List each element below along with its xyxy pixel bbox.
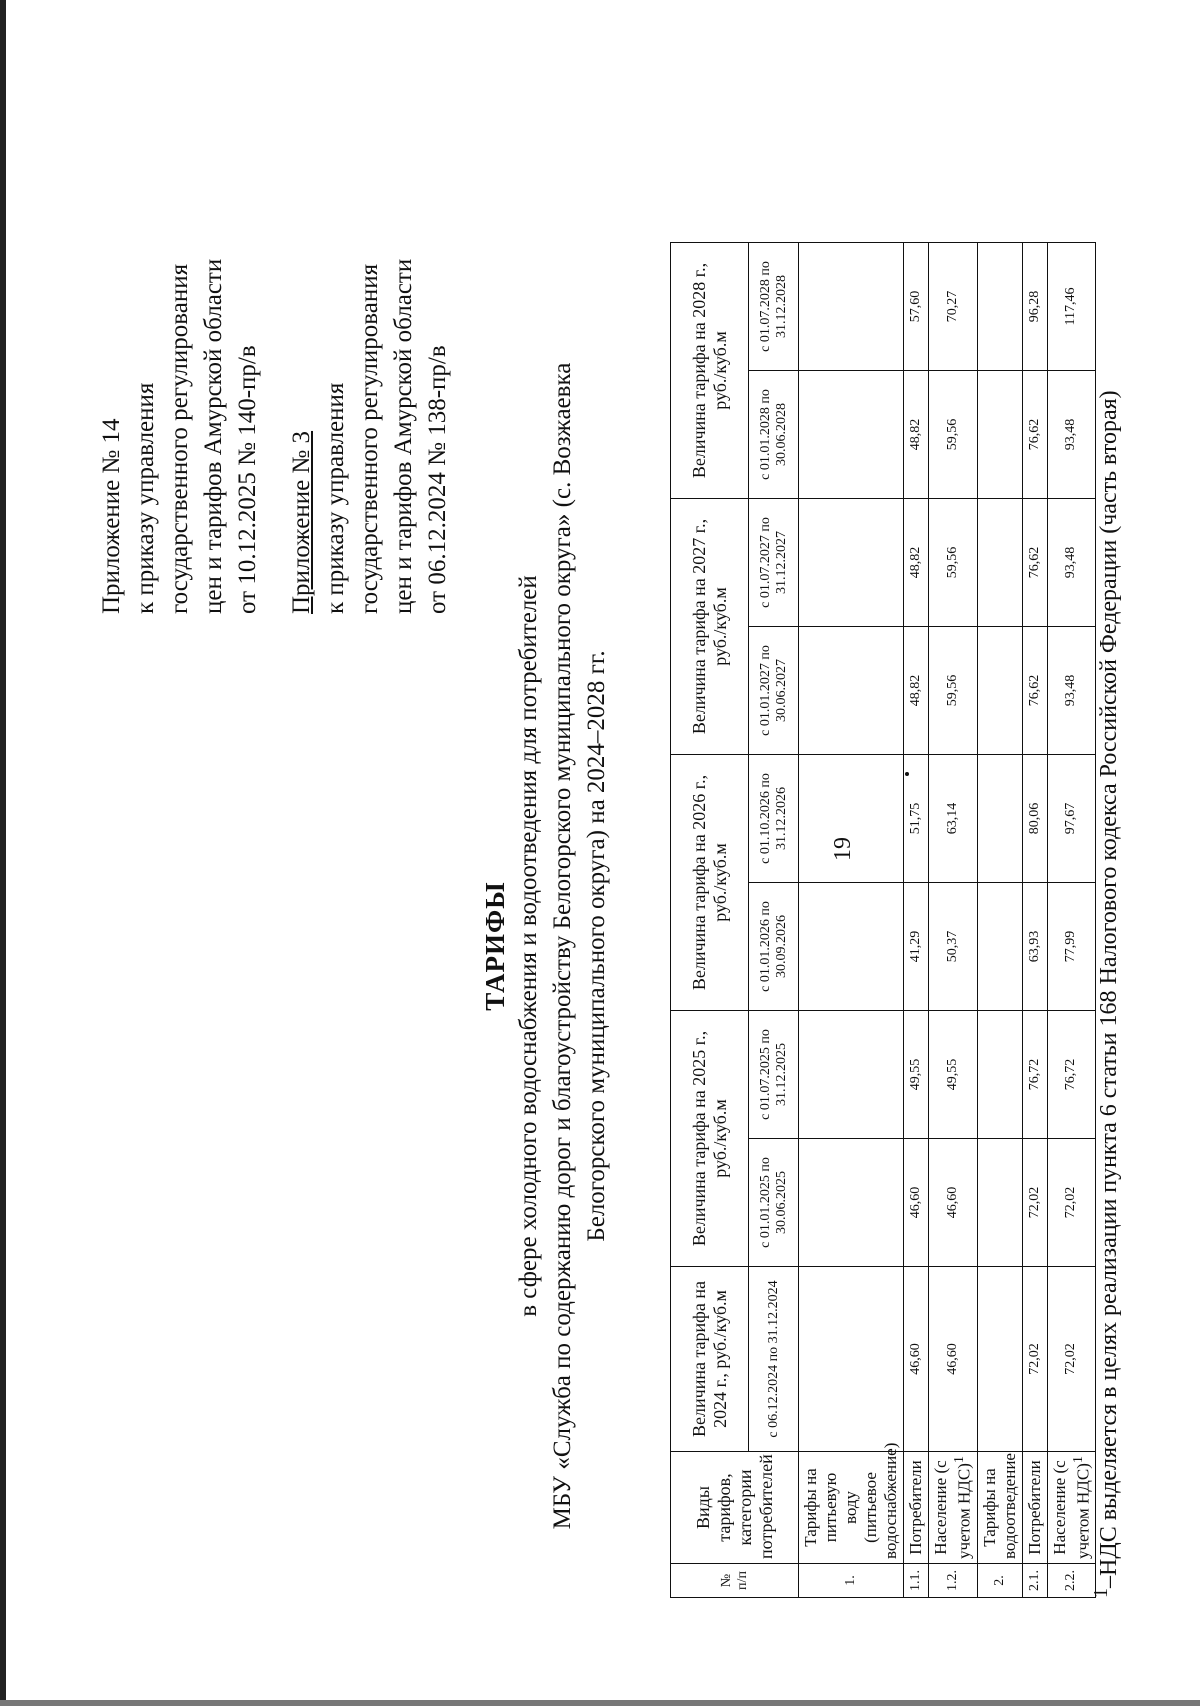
tariff-value: 48,82 [904, 627, 929, 755]
tariff-value: 46,60 [904, 1267, 929, 1452]
tariff-value: 63,14 [929, 755, 978, 883]
tariff-value: 46,60 [929, 1267, 978, 1452]
appendix-line: Приложение № 14 [98, 418, 125, 614]
row-label: Потребители [904, 1452, 929, 1564]
row-num: 1. [799, 1564, 904, 1598]
appendix-line: Приложение № 3 [288, 430, 315, 614]
row-label: Тарифы на водоотведение [977, 1452, 1022, 1564]
year-header: Величина тарифа на 2025 г., руб./куб.м [671, 1011, 749, 1267]
cell [799, 371, 904, 499]
tariff-value: 76,62 [1022, 371, 1047, 499]
cell [977, 755, 1022, 883]
tariff-value: 76,72 [1022, 1011, 1047, 1139]
tariff-value: 48,82 [904, 499, 929, 627]
tariff-value: 72,02 [1022, 1139, 1047, 1267]
tariff-value: 93,48 [1047, 371, 1096, 499]
cell [977, 499, 1022, 627]
appendix-previous [285, 259, 455, 614]
cell [977, 243, 1022, 371]
tariff-value: 59,56 [929, 499, 978, 627]
period-header: с 01.01.2026 по 30.09.2026 [749, 883, 799, 1011]
cell [799, 755, 904, 883]
period-header: с 01.07.2025 по 31.12.2025 [749, 1011, 799, 1139]
table-row [799, 243, 904, 1598]
tariff-value: 76,72 [1047, 1011, 1096, 1139]
table-row [977, 243, 1022, 1598]
period-header: с 01.07.2028 по 31.12.2028 [749, 243, 799, 371]
row-label: Потребители [1022, 1452, 1047, 1564]
tariff-value: 57,60 [904, 243, 929, 371]
row-label: Население (с учетом НДС) [1049, 1460, 1093, 1559]
period-header: с 06.12.2024 по 31.12.2024 [749, 1267, 799, 1452]
appendix-line: от 06.12.2024 № 138-пр/в [424, 345, 451, 614]
table-row [904, 243, 929, 1598]
tariff-value: 77,99 [1047, 883, 1096, 1011]
title-line: в сфере холодного водоснабжения и водоотведения для потребителей [515, 575, 542, 1317]
year-header: Величина тарифа на 2027 г., руб./куб.м [671, 499, 749, 755]
title-line: Белогорского муниципального округа) на 2024–2028 гг. [583, 650, 610, 1242]
tariff-value: 59,56 [929, 371, 978, 499]
cell [799, 627, 904, 755]
footnote [1090, 390, 1123, 1598]
tariff-value: 70,27 [929, 243, 978, 371]
period-header: с 01.01.2028 по 30.06.2028 [749, 371, 799, 499]
appendix-line: цен и тарифов Амурской области [390, 258, 417, 614]
appendix-line: государственного регулирования [356, 263, 383, 614]
tariff-value: 50,37 [929, 883, 978, 1011]
tariff-value: 63,93 [1022, 883, 1047, 1011]
footnote-mark: 1 [1090, 1588, 1112, 1598]
year-header: Величина тарифа на 2024 г., руб./куб.м [671, 1267, 749, 1452]
row-label-cell [1047, 1452, 1096, 1564]
table-row [929, 243, 978, 1598]
tariff-value: 48,82 [904, 371, 929, 499]
period-header: с 01.10.2026 по 31.12.2026 [749, 755, 799, 883]
footnote-mark: 1 [951, 1456, 967, 1464]
cell [799, 499, 904, 627]
cell [977, 627, 1022, 755]
tariff-value: 46,60 [904, 1139, 929, 1267]
tariff-value: 72,02 [1047, 1267, 1096, 1452]
row-label-cell [929, 1452, 978, 1564]
period-header: с 01.01.2025 по 30.06.2025 [749, 1139, 799, 1267]
tariff-value: 93,48 [1047, 499, 1096, 627]
period-header: с 01.07.2027 по 31.12.2027 [749, 499, 799, 627]
row-num: 2.1. [1022, 1564, 1047, 1598]
appendix-line: государственного регулирования [166, 263, 193, 614]
period-header: с 01.01.2027 по 30.06.2027 [749, 627, 799, 755]
tariff-value: 72,02 [1022, 1267, 1047, 1452]
cell [977, 371, 1022, 499]
year-header: Величина тарифа на 2026 г., руб./куб.м [671, 755, 749, 1011]
title-line: МБУ «Служба по содержанию дорог и благоустройству Белогорского муниципального округа» (с. Возжаевка [549, 362, 576, 1530]
tariff-value: 96,28 [1022, 243, 1047, 371]
appendix-current [95, 259, 265, 614]
appendix-line: к приказу управления [322, 382, 349, 614]
year-header: Величина тарифа на 2028 г., руб./куб.м [671, 243, 749, 499]
tariff-value: 49,55 [929, 1011, 978, 1139]
row-num: 2. [977, 1564, 1022, 1598]
tariff-value: 80,06 [1022, 755, 1047, 883]
footnote-mark: 1 [1069, 1456, 1086, 1464]
col-type-header: Виды тарифов, категории потребителей [671, 1452, 799, 1564]
cell [799, 1267, 904, 1452]
tariff-value: 117,46 [1047, 243, 1096, 371]
document-title [478, 186, 614, 1706]
row-label: Население (с учетом НДС) [931, 1460, 974, 1559]
tariff-value: 97,67 [1047, 755, 1096, 883]
tariff-value: 76,62 [1022, 499, 1047, 627]
cell [799, 1139, 904, 1267]
page-number: 19 [830, 837, 856, 861]
table-row [1047, 243, 1096, 1598]
cell [977, 1011, 1022, 1139]
tariff-value: 59,56 [929, 627, 978, 755]
row-label: Тарифы на питьевую воду (питьевое водоснабжение) [799, 1452, 904, 1564]
appendix-line: от 10.12.2025 № 140-пр/в [234, 345, 261, 614]
tariff-value: 46,60 [929, 1139, 978, 1267]
title-heading: ТАРИФЫ [480, 881, 510, 1011]
col-num-header: № п/п [671, 1564, 799, 1598]
cell [799, 883, 904, 1011]
row-num: 1.2. [929, 1564, 978, 1598]
tariff-value: 41,29 [904, 883, 929, 1011]
tariff-table [670, 242, 1096, 1598]
footnote-text: –НДС выделяется в целях реализации пункта 6 статьи 168 Налогового кодекса Российской Федерации (часть вторая) [1096, 390, 1122, 1588]
cell [977, 883, 1022, 1011]
cell [977, 1139, 1022, 1267]
tariff-value: 49,55 [904, 1011, 929, 1139]
tariff-value: 76,62 [1022, 627, 1047, 755]
tariff-value: 72,02 [1047, 1139, 1096, 1267]
cell [799, 243, 904, 371]
tariff-value: 51,75 [904, 755, 929, 883]
tariff-value: 93,48 [1047, 627, 1096, 755]
cell [977, 1267, 1022, 1452]
appendix-line: к приказу управления [132, 382, 159, 614]
table-row [1022, 243, 1047, 1598]
row-num: 1.1. [904, 1564, 929, 1598]
appendix-line: цен и тарифов Амурской области [200, 258, 227, 614]
cell [799, 1011, 904, 1139]
row-num: 2.2. [1047, 1564, 1096, 1598]
